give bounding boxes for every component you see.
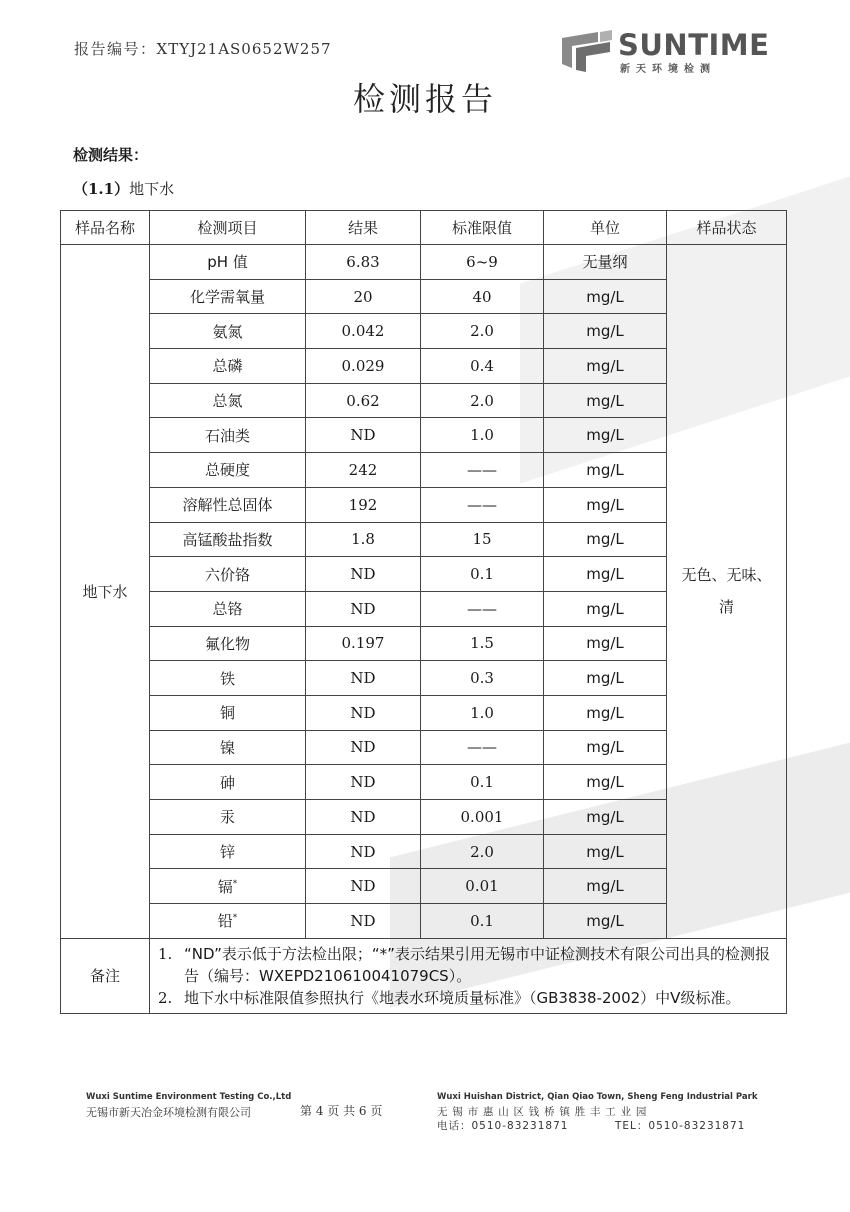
unit-cell: mg/L (544, 487, 667, 522)
limit-cell: 0.1 (421, 765, 544, 800)
limit-cell: 2.0 (421, 834, 544, 869)
result-cell: 192 (306, 487, 421, 522)
remark-label: 备注 (61, 938, 150, 1013)
unit-cell: mg/L (544, 869, 667, 904)
result-cell: 20 (306, 279, 421, 314)
remark-text: “ND”表示低于方法检出限；“*”表示结果引用无锡市中证检测技术有限公司出具的检测报告（编号：WXEPD210610041079CS）。 (184, 944, 770, 985)
result-cell: ND (306, 557, 421, 592)
table-header-row (61, 211, 787, 245)
limit-cell: 0.01 (421, 869, 544, 904)
result-cell: 0.042 (306, 314, 421, 349)
unit-cell: mg/L (544, 522, 667, 557)
unit-cell: mg/L (544, 730, 667, 765)
logo-wordmark: SUNTIME (618, 28, 770, 62)
result-cell: 0.197 (306, 626, 421, 661)
footer-address-cn: 无锡市惠山区钱桥镇胜丰工业园 (437, 1106, 652, 1118)
footer-company-cn: 无锡市新天冶金环境检测有限公司 (86, 1106, 251, 1119)
result-cell: 0.62 (306, 383, 421, 418)
page-title: 检测报告 (352, 80, 497, 118)
item-name: 镉 (217, 877, 233, 896)
result-cell: ND (306, 869, 421, 904)
limit-cell: 0.001 (421, 800, 544, 835)
item-cell: 镍 (150, 730, 306, 765)
item-cell: 氟化物 (150, 626, 306, 661)
limit-cell: —— (421, 730, 544, 765)
limit-cell: 6~9 (421, 245, 544, 280)
remark-index: 1. (158, 944, 173, 963)
limit-cell: —— (421, 591, 544, 626)
unit-cell: mg/L (544, 591, 667, 626)
unit-cell: mg/L (544, 314, 667, 349)
item-cell: 溶解性总固体 (150, 487, 306, 522)
unit-cell: mg/L (544, 626, 667, 661)
remark-index: 2. (158, 988, 173, 1007)
item-cell: 汞 (150, 800, 306, 835)
footer-address-en: Wuxi Huishan District, Qian Qiao Town, Sheng Feng Industrial Park (437, 1092, 758, 1102)
limit-cell: 15 (421, 522, 544, 557)
unit-cell: mg/L (544, 800, 667, 835)
item-cell: 总硬度 (150, 453, 306, 488)
result-cell: ND (306, 695, 421, 730)
limit-cell: —— (421, 487, 544, 522)
limit-cell: 1.0 (421, 418, 544, 453)
limit-cell: —— (421, 453, 544, 488)
item-name: 铅 (217, 912, 233, 931)
subsection-name: 地下水 (129, 180, 175, 198)
item-cell: 总铬 (150, 591, 306, 626)
table-row (61, 245, 787, 280)
unit-cell: mg/L (544, 279, 667, 314)
report-number-value: XTYJ21AS0652W257 (156, 40, 332, 58)
results-table (60, 210, 787, 1014)
section-label: 检测结果： (73, 146, 149, 164)
unit-cell: mg/L (544, 383, 667, 418)
item-cell: 总磷 (150, 349, 306, 384)
item-cell: pH 值 (150, 245, 306, 280)
limit-cell: 0.4 (421, 349, 544, 384)
sample-state-cell (667, 245, 787, 939)
result-cell: 1.8 (306, 522, 421, 557)
footer-company-en: Wuxi Suntime Environment Testing Co.,Ltd (86, 1092, 292, 1102)
limit-cell: 1.0 (421, 695, 544, 730)
item-cell: 氨氮 (150, 314, 306, 349)
unit-cell: mg/L (544, 418, 667, 453)
limit-cell: 2.0 (421, 383, 544, 418)
unit-cell: mg/L (544, 349, 667, 384)
result-cell: 0.029 (306, 349, 421, 384)
result-cell: ND (306, 765, 421, 800)
company-logo (558, 24, 778, 76)
result-cell: 242 (306, 453, 421, 488)
item-cell: 石油类 (150, 418, 306, 453)
report-number (74, 38, 332, 59)
item-cell: 铜 (150, 695, 306, 730)
unit-cell: mg/L (544, 695, 667, 730)
remark-text: 地下水中标准限值参照执行《地表水环境质量标准》（GB3838-2002）中Ⅴ级标准。 (184, 988, 741, 1007)
limit-cell: 1.5 (421, 626, 544, 661)
limit-cell: 2.0 (421, 314, 544, 349)
logo-mark-icon (558, 28, 614, 72)
subsection-number: （1.1） (73, 180, 130, 198)
item-cell: 化学需氧量 (150, 279, 306, 314)
limit-cell: 40 (421, 279, 544, 314)
remarks-cell (150, 938, 787, 1013)
unit-cell: 无量纲 (544, 245, 667, 280)
unit-cell: mg/L (544, 661, 667, 696)
item-cell: 总氮 (150, 383, 306, 418)
result-cell: ND (306, 800, 421, 835)
unit-cell: mg/L (544, 453, 667, 488)
limit-cell: 0.3 (421, 661, 544, 696)
result-cell: ND (306, 418, 421, 453)
result-cell: ND (306, 591, 421, 626)
header-limit: 标准限值 (421, 211, 544, 245)
logo-subtitle: 新天环境检测 (620, 64, 716, 75)
footer-tel: TEL：0510-83231871 (615, 1120, 746, 1132)
result-cell: ND (306, 730, 421, 765)
item-cell: 锌 (150, 834, 306, 869)
result-cell: ND (306, 661, 421, 696)
footer-phone: 电话：0510-83231871 (437, 1120, 569, 1132)
header-unit: 单位 (544, 211, 667, 245)
result-cell: ND (306, 904, 421, 939)
sample-state-line2: 清 (718, 598, 734, 617)
item-cell: 砷 (150, 765, 306, 800)
header-test-item: 检测项目 (150, 211, 306, 245)
remark-note (158, 987, 778, 1009)
unit-cell: mg/L (544, 557, 667, 592)
header-result: 结果 (306, 211, 421, 245)
citation-mark: * (232, 913, 238, 924)
header-sample-name: 样品名称 (61, 211, 150, 245)
result-cell: ND (306, 834, 421, 869)
result-cell: 6.83 (306, 245, 421, 280)
remarks-row (61, 938, 787, 1013)
item-cell (150, 869, 306, 904)
item-cell: 铁 (150, 661, 306, 696)
item-cell (150, 904, 306, 939)
remark-note (158, 943, 778, 987)
unit-cell: mg/L (544, 904, 667, 939)
header-sample-state: 样品状态 (667, 211, 787, 245)
limit-cell: 0.1 (421, 557, 544, 592)
citation-mark: * (232, 878, 238, 889)
limit-cell: 0.1 (421, 904, 544, 939)
item-cell: 高锰酸盐指数 (150, 522, 306, 557)
report-number-label: 报告编号： (74, 40, 157, 58)
unit-cell: mg/L (544, 765, 667, 800)
item-cell: 六价铬 (150, 557, 306, 592)
footer-page-number: 第 4 页 共 6 页 (300, 1104, 383, 1118)
sample-state-line1: 无色、无味、 (681, 566, 772, 585)
subsection-label (73, 178, 174, 199)
sample-name-cell: 地下水 (61, 245, 150, 939)
unit-cell: mg/L (544, 834, 667, 869)
